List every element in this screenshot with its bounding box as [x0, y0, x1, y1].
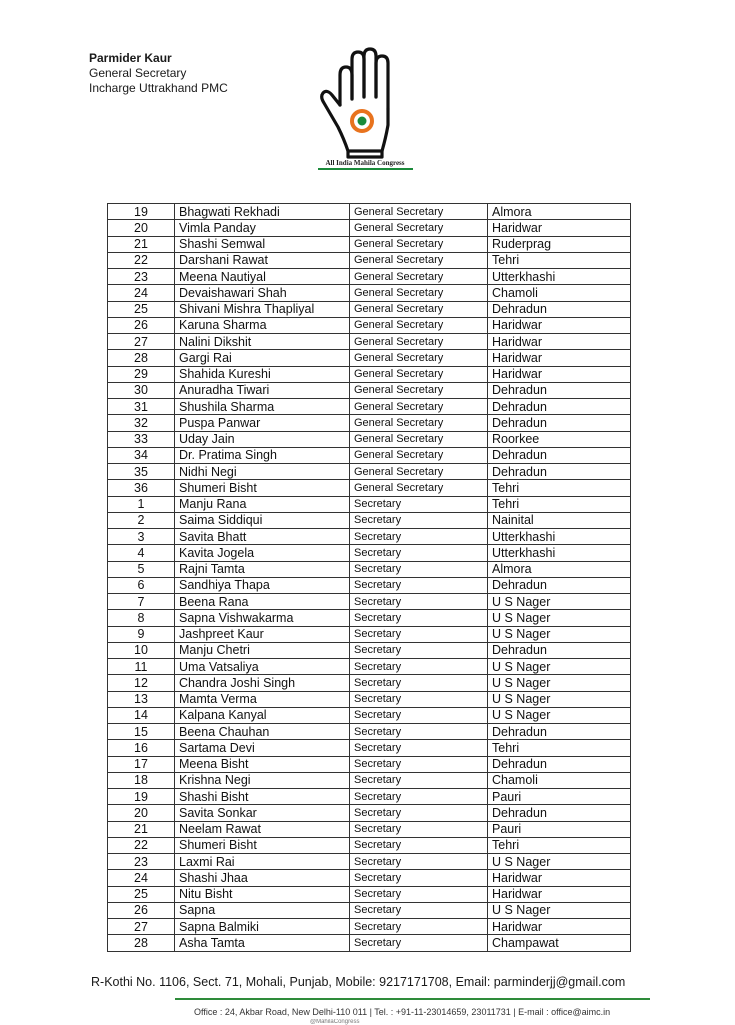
district-cell: Dehradun — [488, 724, 631, 740]
member-name-cell: Uma Vatsaliya — [175, 659, 350, 675]
table-row — [108, 415, 631, 431]
serial-number-cell: 3 — [108, 529, 175, 545]
district-cell: Dehradun — [488, 464, 631, 480]
serial-number-cell: 29 — [108, 366, 175, 382]
district-cell: Tehri — [488, 480, 631, 496]
serial-number-cell: 26 — [108, 317, 175, 333]
serial-number-cell: 21 — [108, 236, 175, 252]
district-cell: Tehri — [488, 252, 631, 268]
table-row — [108, 399, 631, 415]
serial-number-cell: 25 — [108, 886, 175, 902]
district-cell: Ruderprag — [488, 236, 631, 252]
serial-number-cell: 28 — [108, 350, 175, 366]
district-cell: Dehradun — [488, 415, 631, 431]
table-row — [108, 220, 631, 236]
table-row — [108, 610, 631, 626]
serial-number-cell: 19 — [108, 789, 175, 805]
post-cell: Secretary — [350, 512, 488, 528]
table-row — [108, 837, 631, 853]
table-row — [108, 902, 631, 918]
sender-name: Parmider Kaur — [89, 51, 172, 65]
member-name-cell: Shumeri Bisht — [175, 480, 350, 496]
member-name-cell: Devaishawari Shah — [175, 285, 350, 301]
serial-number-cell: 24 — [108, 870, 175, 886]
district-cell: U S Nager — [488, 659, 631, 675]
member-name-cell: Manju Rana — [175, 496, 350, 512]
post-cell: Secretary — [350, 659, 488, 675]
table-row — [108, 334, 631, 350]
member-name-cell: Shivani Mishra Thapliyal — [175, 301, 350, 317]
district-cell: Haridwar — [488, 886, 631, 902]
member-name-cell: Meena Bisht — [175, 756, 350, 772]
serial-number-cell: 9 — [108, 626, 175, 642]
serial-number-cell: 5 — [108, 561, 175, 577]
member-name-cell: Shashi Semwal — [175, 236, 350, 252]
table-row — [108, 789, 631, 805]
letterhead-sender — [89, 51, 228, 96]
table-row — [108, 431, 631, 447]
district-cell: U S Nager — [488, 691, 631, 707]
district-cell: Haridwar — [488, 366, 631, 382]
post-cell: General Secretary — [350, 350, 488, 366]
member-name-cell: Karuna Sharma — [175, 317, 350, 333]
post-cell: Secretary — [350, 870, 488, 886]
serial-number-cell: 22 — [108, 837, 175, 853]
member-name-cell: Neelam Rawat — [175, 821, 350, 837]
district-cell: Tehri — [488, 496, 631, 512]
serial-number-cell: 23 — [108, 854, 175, 870]
table-row — [108, 886, 631, 902]
post-cell: Secretary — [350, 675, 488, 691]
member-name-cell: Anuradha Tiwari — [175, 382, 350, 398]
district-cell: Haridwar — [488, 220, 631, 236]
serial-number-cell: 7 — [108, 594, 175, 610]
post-cell: General Secretary — [350, 447, 488, 463]
table-row — [108, 317, 631, 333]
post-cell: Secretary — [350, 902, 488, 918]
member-name-cell: Puspa Panwar — [175, 415, 350, 431]
member-name-cell: Shashi Jhaa — [175, 870, 350, 886]
member-name-cell: Vimla Panday — [175, 220, 350, 236]
serial-number-cell: 17 — [108, 756, 175, 772]
post-cell: Secretary — [350, 724, 488, 740]
table-row — [108, 366, 631, 382]
member-name-cell: Manju Chetri — [175, 642, 350, 658]
table-row — [108, 561, 631, 577]
member-name-cell: Beena Rana — [175, 594, 350, 610]
post-cell: General Secretary — [350, 220, 488, 236]
table-row — [108, 480, 631, 496]
table-row — [108, 772, 631, 788]
member-name-cell: Saima Siddiqui — [175, 512, 350, 528]
table-row — [108, 594, 631, 610]
serial-number-cell: 8 — [108, 610, 175, 626]
logo-underline — [318, 168, 413, 170]
district-cell: Champawat — [488, 935, 631, 951]
members-table-body — [108, 204, 631, 952]
district-cell: Dehradun — [488, 805, 631, 821]
post-cell: General Secretary — [350, 301, 488, 317]
district-cell: Roorkee — [488, 431, 631, 447]
member-name-cell: Gargi Rai — [175, 350, 350, 366]
district-cell: Chamoli — [488, 285, 631, 301]
post-cell: General Secretary — [350, 204, 488, 220]
district-cell: U S Nager — [488, 626, 631, 642]
table-row — [108, 642, 631, 658]
district-cell: Haridwar — [488, 870, 631, 886]
serial-number-cell: 28 — [108, 935, 175, 951]
table-row — [108, 675, 631, 691]
serial-number-cell: 11 — [108, 659, 175, 675]
serial-number-cell: 14 — [108, 707, 175, 723]
post-cell: Secretary — [350, 561, 488, 577]
member-name-cell: Shashi Bisht — [175, 789, 350, 805]
serial-number-cell: 1 — [108, 496, 175, 512]
serial-number-cell: 25 — [108, 301, 175, 317]
post-cell: Secretary — [350, 935, 488, 951]
post-cell: Secretary — [350, 854, 488, 870]
serial-number-cell: 32 — [108, 415, 175, 431]
district-cell: Utterkhashi — [488, 529, 631, 545]
post-cell: Secretary — [350, 545, 488, 561]
table-row — [108, 529, 631, 545]
member-name-cell: Chandra Joshi Singh — [175, 675, 350, 691]
member-name-cell: Nidhi Negi — [175, 464, 350, 480]
footer-divider — [175, 998, 650, 1000]
member-name-cell: Savita Sonkar — [175, 805, 350, 821]
table-row — [108, 382, 631, 398]
table-row — [108, 919, 631, 935]
table-row — [108, 204, 631, 220]
logo-caption: All India Mahila Congress — [325, 159, 405, 167]
serial-number-cell: 19 — [108, 204, 175, 220]
district-cell: Utterkhashi — [488, 269, 631, 285]
post-cell: Secretary — [350, 496, 488, 512]
serial-number-cell: 20 — [108, 805, 175, 821]
post-cell: General Secretary — [350, 480, 488, 496]
member-name-cell: Uday Jain — [175, 431, 350, 447]
table-row — [108, 821, 631, 837]
district-cell: Tehri — [488, 740, 631, 756]
serial-number-cell: 13 — [108, 691, 175, 707]
post-cell: General Secretary — [350, 415, 488, 431]
hand-icon — [318, 47, 413, 175]
table-row — [108, 252, 631, 268]
member-name-cell: Sapna Balmiki — [175, 919, 350, 935]
post-cell: Secretary — [350, 529, 488, 545]
district-cell: Nainital — [488, 512, 631, 528]
post-cell: Secretary — [350, 707, 488, 723]
member-name-cell: Mamta Verma — [175, 691, 350, 707]
table-row — [108, 269, 631, 285]
serial-number-cell: 4 — [108, 545, 175, 561]
member-name-cell: Laxmi Rai — [175, 854, 350, 870]
serial-number-cell: 26 — [108, 902, 175, 918]
post-cell: Secretary — [350, 691, 488, 707]
member-name-cell: Krishna Negi — [175, 772, 350, 788]
table-row — [108, 464, 631, 480]
post-cell: Secretary — [350, 756, 488, 772]
table-row — [108, 691, 631, 707]
serial-number-cell: 27 — [108, 334, 175, 350]
district-cell: Haridwar — [488, 334, 631, 350]
post-cell: General Secretary — [350, 399, 488, 415]
member-name-cell: Sartama Devi — [175, 740, 350, 756]
table-row — [108, 854, 631, 870]
table-row — [108, 577, 631, 593]
district-cell: Haridwar — [488, 350, 631, 366]
district-cell: Utterkhashi — [488, 545, 631, 561]
post-cell: General Secretary — [350, 269, 488, 285]
table-row — [108, 512, 631, 528]
post-cell: General Secretary — [350, 431, 488, 447]
post-cell: Secretary — [350, 626, 488, 642]
member-name-cell: Sapna — [175, 902, 350, 918]
serial-number-cell: 15 — [108, 724, 175, 740]
table-row — [108, 350, 631, 366]
post-cell: General Secretary — [350, 317, 488, 333]
serial-number-cell: 23 — [108, 269, 175, 285]
post-cell: General Secretary — [350, 285, 488, 301]
district-cell: Pauri — [488, 821, 631, 837]
post-cell: General Secretary — [350, 366, 488, 382]
footer-office-address: Office : 24, Akbar Road, New Delhi-110 011 | Tel. : +91-11-23014659, 23011731 | E-mail : office@aimc.in — [194, 1007, 611, 1017]
table-row — [108, 301, 631, 317]
post-cell: Secretary — [350, 821, 488, 837]
table-row — [108, 447, 631, 463]
post-cell: General Secretary — [350, 252, 488, 268]
district-cell: Almora — [488, 204, 631, 220]
serial-number-cell: 18 — [108, 772, 175, 788]
post-cell: Secretary — [350, 642, 488, 658]
district-cell: Pauri — [488, 789, 631, 805]
district-cell: Almora — [488, 561, 631, 577]
member-name-cell: Sapna Vishwakarma — [175, 610, 350, 626]
member-name-cell: Meena Nautiyal — [175, 269, 350, 285]
member-name-cell: Rajni Tamta — [175, 561, 350, 577]
district-cell: Dehradun — [488, 577, 631, 593]
member-name-cell: Darshani Rawat — [175, 252, 350, 268]
district-cell: Tehri — [488, 837, 631, 853]
sender-incharge: Incharge Uttrakhand PMC — [89, 81, 228, 95]
table-row — [108, 626, 631, 642]
table-row — [108, 935, 631, 951]
member-name-cell: Shahida Kureshi — [175, 366, 350, 382]
serial-number-cell: 35 — [108, 464, 175, 480]
post-cell: Secretary — [350, 740, 488, 756]
post-cell: Secretary — [350, 837, 488, 853]
table-row — [108, 285, 631, 301]
serial-number-cell: 30 — [108, 382, 175, 398]
post-cell: Secretary — [350, 805, 488, 821]
district-cell: Dehradun — [488, 301, 631, 317]
serial-number-cell: 21 — [108, 821, 175, 837]
post-cell: Secretary — [350, 610, 488, 626]
serial-number-cell: 36 — [108, 480, 175, 496]
table-row — [108, 724, 631, 740]
post-cell: Secretary — [350, 886, 488, 902]
member-name-cell: Savita Bhatt — [175, 529, 350, 545]
member-name-cell: Dr. Pratima Singh — [175, 447, 350, 463]
serial-number-cell: 22 — [108, 252, 175, 268]
footer-social-handle: @MahilaCongress — [310, 1019, 360, 1025]
district-cell: Dehradun — [488, 642, 631, 658]
member-name-cell: Nalini Dikshit — [175, 334, 350, 350]
serial-number-cell: 34 — [108, 447, 175, 463]
district-cell: U S Nager — [488, 675, 631, 691]
district-cell: Dehradun — [488, 447, 631, 463]
table-row — [108, 707, 631, 723]
member-name-cell: Shumeri Bisht — [175, 837, 350, 853]
member-name-cell: Asha Tamta — [175, 935, 350, 951]
serial-number-cell: 6 — [108, 577, 175, 593]
table-row — [108, 740, 631, 756]
members-table — [107, 203, 631, 952]
district-cell: Haridwar — [488, 317, 631, 333]
footer-address: R-Kothi No. 1106, Sect. 71, Mohali, Punjab, Mobile: 9217171708, Email: parminderjj@gmail.com — [91, 975, 626, 989]
district-cell: U S Nager — [488, 902, 631, 918]
serial-number-cell: 20 — [108, 220, 175, 236]
member-name-cell: Kavita Jogela — [175, 545, 350, 561]
district-cell: U S Nager — [488, 707, 631, 723]
post-cell: Secretary — [350, 789, 488, 805]
district-cell: Dehradun — [488, 756, 631, 772]
district-cell: Chamoli — [488, 772, 631, 788]
serial-number-cell: 31 — [108, 399, 175, 415]
member-name-cell: Shushila Sharma — [175, 399, 350, 415]
post-cell: Secretary — [350, 772, 488, 788]
post-cell: General Secretary — [350, 464, 488, 480]
serial-number-cell: 33 — [108, 431, 175, 447]
district-cell: Dehradun — [488, 382, 631, 398]
member-name-cell: Sandhiya Thapa — [175, 577, 350, 593]
district-cell: U S Nager — [488, 610, 631, 626]
member-name-cell: Kalpana Kanyal — [175, 707, 350, 723]
table-row — [108, 545, 631, 561]
district-cell: U S Nager — [488, 854, 631, 870]
table-row — [108, 236, 631, 252]
serial-number-cell: 2 — [108, 512, 175, 528]
post-cell: General Secretary — [350, 236, 488, 252]
serial-number-cell: 27 — [108, 919, 175, 935]
member-name-cell: Nitu Bisht — [175, 886, 350, 902]
serial-number-cell: 24 — [108, 285, 175, 301]
serial-number-cell: 10 — [108, 642, 175, 658]
member-name-cell: Bhagwati Rekhadi — [175, 204, 350, 220]
table-row — [108, 870, 631, 886]
district-cell: Dehradun — [488, 399, 631, 415]
post-cell: General Secretary — [350, 382, 488, 398]
serial-number-cell: 16 — [108, 740, 175, 756]
table-row — [108, 756, 631, 772]
member-name-cell: Beena Chauhan — [175, 724, 350, 740]
post-cell: General Secretary — [350, 334, 488, 350]
sender-designation: General Secretary — [89, 66, 187, 80]
serial-number-cell: 12 — [108, 675, 175, 691]
table-row — [108, 659, 631, 675]
post-cell: Secretary — [350, 919, 488, 935]
post-cell: Secretary — [350, 577, 488, 593]
table-row — [108, 496, 631, 512]
member-name-cell: Jashpreet Kaur — [175, 626, 350, 642]
district-cell: U S Nager — [488, 594, 631, 610]
post-cell: Secretary — [350, 594, 488, 610]
table-row — [108, 805, 631, 821]
district-cell: Haridwar — [488, 919, 631, 935]
